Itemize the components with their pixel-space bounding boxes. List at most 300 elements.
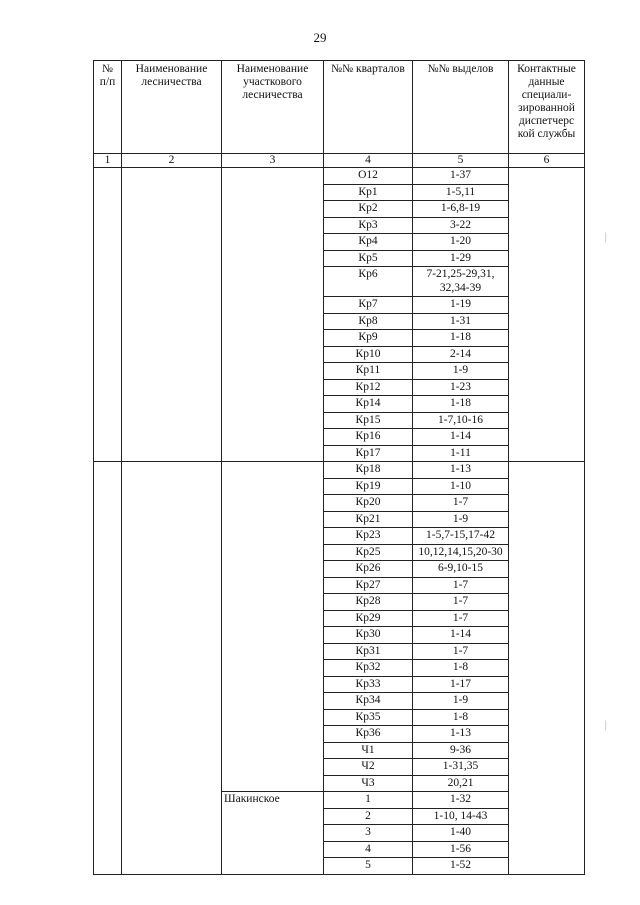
cell-forestry	[122, 217, 222, 234]
cell-contacts	[509, 676, 585, 693]
cell-index	[94, 709, 122, 726]
cell-index	[94, 544, 122, 561]
cell-vydel: 1-56	[413, 841, 509, 858]
table-row	[94, 775, 585, 792]
cell-kvartal: Кр11	[324, 363, 413, 380]
cell-index	[94, 363, 122, 380]
cell-district-forestry	[222, 841, 324, 858]
table-row	[94, 379, 585, 396]
cell-kvartal: Кр32	[324, 660, 413, 677]
cell-district-forestry	[222, 201, 324, 218]
cell-forestry	[122, 511, 222, 528]
cell-vydel: 1-18	[413, 330, 509, 347]
cell-district-forestry	[222, 808, 324, 825]
cell-contacts	[509, 693, 585, 710]
cell-kvartal: Кр12	[324, 379, 413, 396]
cell-index	[94, 429, 122, 446]
cell-contacts	[509, 462, 585, 479]
header-index: № п/п	[94, 61, 122, 154]
cell-index	[94, 627, 122, 644]
cell-contacts	[509, 759, 585, 776]
cell-vydel: 1-5,11	[413, 184, 509, 201]
cell-district-forestry	[222, 544, 324, 561]
cell-forestry	[122, 742, 222, 759]
table-row	[94, 363, 585, 380]
cell-contacts	[509, 775, 585, 792]
cell-district-forestry	[222, 825, 324, 842]
table-row	[94, 313, 585, 330]
table-row	[94, 396, 585, 413]
table-row	[94, 792, 585, 809]
cell-vydel: 1-14	[413, 627, 509, 644]
header-district-forestry: Наименование участкового лесничества	[222, 61, 324, 154]
table-row	[94, 250, 585, 267]
cell-kvartal: Кр25	[324, 544, 413, 561]
cell-contacts	[509, 709, 585, 726]
cell-vydel: 1-37	[413, 168, 509, 185]
cell-district-forestry	[222, 363, 324, 380]
cell-district-forestry	[222, 528, 324, 545]
cell-kvartal: 4	[324, 841, 413, 858]
table-row	[94, 297, 585, 314]
table-row	[94, 346, 585, 363]
cell-district-forestry	[222, 429, 324, 446]
cell-vydel: 1-17	[413, 676, 509, 693]
table-row	[94, 759, 585, 776]
cell-district-forestry	[222, 643, 324, 660]
table-row	[94, 429, 585, 446]
cell-vydel: 1-7	[413, 577, 509, 594]
cell-vydel: 1-20	[413, 234, 509, 251]
cell-contacts	[509, 201, 585, 218]
cell-vydel: 2-14	[413, 346, 509, 363]
cell-index	[94, 201, 122, 218]
cell-vydel: 1-32	[413, 792, 509, 809]
cell-forestry	[122, 808, 222, 825]
cell-forestry	[122, 643, 222, 660]
column-number: 5	[413, 154, 509, 168]
cell-forestry	[122, 841, 222, 858]
cell-index	[94, 412, 122, 429]
table-row	[94, 577, 585, 594]
header-vydel: №№ выделов	[413, 61, 509, 154]
cell-forestry	[122, 313, 222, 330]
cell-district-forestry	[222, 297, 324, 314]
cell-contacts	[509, 330, 585, 347]
table-row	[94, 643, 585, 660]
cell-index	[94, 217, 122, 234]
cell-forestry	[122, 693, 222, 710]
cell-kvartal: Ч1	[324, 742, 413, 759]
cell-contacts	[509, 726, 585, 743]
cell-vydel: 1-14	[413, 429, 509, 446]
header-forestry: Наименование лесничества	[122, 61, 222, 154]
column-number: 1	[94, 154, 122, 168]
cell-index	[94, 445, 122, 462]
cell-index	[94, 742, 122, 759]
table-row	[94, 709, 585, 726]
header-contacts: Контактные данные специали-зированной диспетчерс кой службы	[509, 61, 585, 154]
cell-index	[94, 379, 122, 396]
cell-forestry	[122, 561, 222, 578]
cell-contacts	[509, 396, 585, 413]
cell-district-forestry	[222, 627, 324, 644]
cell-vydel: 1-18	[413, 396, 509, 413]
cell-district-forestry	[222, 610, 324, 627]
table-row	[94, 184, 585, 201]
cell-forestry	[122, 297, 222, 314]
cell-forestry	[122, 660, 222, 677]
table-row	[94, 808, 585, 825]
cell-district-forestry	[222, 775, 324, 792]
cell-district-forestry	[222, 445, 324, 462]
cell-district-forestry	[222, 330, 324, 347]
cell-index	[94, 478, 122, 495]
cell-index	[94, 511, 122, 528]
scan-artifact: |	[604, 232, 608, 243]
cell-district-forestry	[222, 313, 324, 330]
cell-kvartal: Кр16	[324, 429, 413, 446]
cell-forestry	[122, 412, 222, 429]
cell-index	[94, 184, 122, 201]
page-number: 29	[313, 30, 327, 45]
cell-contacts	[509, 217, 585, 234]
cell-kvartal: Кр33	[324, 676, 413, 693]
cell-kvartal: 5	[324, 858, 413, 875]
cell-kvartal: Ч2	[324, 759, 413, 776]
cell-vydel: 1-10	[413, 478, 509, 495]
cell-district-forestry: Шакинское	[222, 792, 324, 809]
cell-district-forestry	[222, 594, 324, 611]
table-row	[94, 511, 585, 528]
table-row	[94, 825, 585, 842]
cell-district-forestry	[222, 759, 324, 776]
cell-district-forestry	[222, 660, 324, 677]
table-row	[94, 544, 585, 561]
cell-index	[94, 297, 122, 314]
cell-contacts	[509, 313, 585, 330]
cell-vydel: 20,21	[413, 775, 509, 792]
cell-district-forestry	[222, 709, 324, 726]
cell-kvartal: Кр10	[324, 346, 413, 363]
cell-kvartal: Кр15	[324, 412, 413, 429]
cell-forestry	[122, 495, 222, 512]
cell-forestry	[122, 544, 222, 561]
cell-index	[94, 462, 122, 479]
cell-kvartal: О12	[324, 168, 413, 185]
cell-district-forestry	[222, 742, 324, 759]
table-row	[94, 462, 585, 479]
cell-forestry	[122, 250, 222, 267]
cell-index	[94, 825, 122, 842]
cell-district-forestry	[222, 168, 324, 185]
table-row	[94, 445, 585, 462]
table-row	[94, 660, 585, 677]
cell-kvartal: Кр20	[324, 495, 413, 512]
cell-vydel: 1-9	[413, 511, 509, 528]
cell-contacts	[509, 412, 585, 429]
cell-district-forestry	[222, 676, 324, 693]
cell-district-forestry	[222, 561, 324, 578]
cell-vydel: 6-9,10-15	[413, 561, 509, 578]
cell-kvartal: Кр4	[324, 234, 413, 251]
column-number: 2	[122, 154, 222, 168]
cell-forestry	[122, 234, 222, 251]
cell-forestry	[122, 759, 222, 776]
table-header-row	[94, 61, 585, 154]
cell-vydel: 1-8	[413, 709, 509, 726]
cell-district-forestry	[222, 184, 324, 201]
cell-index	[94, 234, 122, 251]
cell-vydel: 1-40	[413, 825, 509, 842]
column-number: 3	[222, 154, 324, 168]
cell-index	[94, 561, 122, 578]
cell-contacts	[509, 445, 585, 462]
cell-contacts	[509, 184, 585, 201]
cell-vydel: 1-19	[413, 297, 509, 314]
cell-district-forestry	[222, 217, 324, 234]
cell-index	[94, 396, 122, 413]
table-row	[94, 478, 585, 495]
cell-kvartal: Кр35	[324, 709, 413, 726]
cell-district-forestry	[222, 346, 324, 363]
cell-forestry	[122, 825, 222, 842]
cell-forestry	[122, 267, 222, 297]
cell-district-forestry	[222, 693, 324, 710]
cell-contacts	[509, 250, 585, 267]
table-row	[94, 627, 585, 644]
column-number-row	[94, 154, 585, 168]
cell-forestry	[122, 775, 222, 792]
cell-contacts	[509, 363, 585, 380]
cell-kvartal: 1	[324, 792, 413, 809]
table-row	[94, 234, 585, 251]
cell-vydel: 1-7	[413, 643, 509, 660]
cell-vydel: 1-9	[413, 363, 509, 380]
cell-index	[94, 808, 122, 825]
cell-kvartal: Кр14	[324, 396, 413, 413]
cell-district-forestry	[222, 478, 324, 495]
cell-index	[94, 841, 122, 858]
cell-kvartal: Кр2	[324, 201, 413, 218]
cell-forestry	[122, 429, 222, 446]
table-row	[94, 495, 585, 512]
cell-kvartal: Кр28	[324, 594, 413, 611]
cell-district-forestry	[222, 267, 324, 297]
cell-kvartal: Кр19	[324, 478, 413, 495]
cell-index	[94, 346, 122, 363]
cell-vydel: 1-6,8-19	[413, 201, 509, 218]
cell-kvartal: Кр5	[324, 250, 413, 267]
cell-forestry	[122, 709, 222, 726]
cell-district-forestry	[222, 412, 324, 429]
cell-forestry	[122, 528, 222, 545]
cell-forestry	[122, 594, 222, 611]
table-row	[94, 858, 585, 875]
cell-vydel: 1-9	[413, 693, 509, 710]
cell-forestry	[122, 168, 222, 185]
cell-kvartal: Кр3	[324, 217, 413, 234]
cell-contacts	[509, 234, 585, 251]
cell-index	[94, 792, 122, 809]
cell-forestry	[122, 379, 222, 396]
cell-forestry	[122, 577, 222, 594]
cell-contacts	[509, 561, 585, 578]
cell-index	[94, 610, 122, 627]
cell-index	[94, 775, 122, 792]
cell-contacts	[509, 478, 585, 495]
table-row	[94, 330, 585, 347]
cell-vydel: 7-21,25-29,31, 32,34-39	[413, 267, 509, 297]
cell-district-forestry	[222, 577, 324, 594]
cell-contacts	[509, 627, 585, 644]
cell-forestry	[122, 346, 222, 363]
table-row	[94, 561, 585, 578]
cell-vydel: 1-7	[413, 495, 509, 512]
cell-district-forestry	[222, 726, 324, 743]
cell-forestry	[122, 396, 222, 413]
cell-kvartal: Кр30	[324, 627, 413, 644]
cell-contacts	[509, 825, 585, 842]
cell-contacts	[509, 528, 585, 545]
header-kvartal: №№ кварталов	[324, 61, 413, 154]
cell-vydel: 1-7	[413, 610, 509, 627]
table-row	[94, 168, 585, 185]
cell-contacts	[509, 346, 585, 363]
cell-forestry	[122, 184, 222, 201]
cell-index	[94, 330, 122, 347]
table-row	[94, 217, 585, 234]
cell-contacts	[509, 267, 585, 297]
cell-kvartal: Кр29	[324, 610, 413, 627]
cell-kvartal: Ч3	[324, 775, 413, 792]
cell-index	[94, 250, 122, 267]
cell-kvartal: Кр8	[324, 313, 413, 330]
cell-contacts	[509, 858, 585, 875]
cell-district-forestry	[222, 234, 324, 251]
table-row	[94, 610, 585, 627]
cell-kvartal: Кр26	[324, 561, 413, 578]
cell-vydel: 1-52	[413, 858, 509, 875]
table-row	[94, 676, 585, 693]
cell-contacts	[509, 544, 585, 561]
cell-kvartal: Кр23	[324, 528, 413, 545]
cell-index	[94, 693, 122, 710]
cell-index	[94, 643, 122, 660]
cell-kvartal: Кр9	[324, 330, 413, 347]
cell-vydel: 1-7,10-16	[413, 412, 509, 429]
cell-vydel: 1-5,7-15,17-42	[413, 528, 509, 545]
table-row	[94, 742, 585, 759]
cell-vydel: 9-36	[413, 742, 509, 759]
cell-vydel: 1-31	[413, 313, 509, 330]
cell-forestry	[122, 792, 222, 809]
cell-district-forestry	[222, 511, 324, 528]
cell-forestry	[122, 445, 222, 462]
cell-kvartal: 3	[324, 825, 413, 842]
cell-contacts	[509, 742, 585, 759]
cell-index	[94, 660, 122, 677]
cell-contacts	[509, 495, 585, 512]
cell-index	[94, 676, 122, 693]
cell-index	[94, 858, 122, 875]
cell-forestry	[122, 858, 222, 875]
table-row	[94, 528, 585, 545]
cell-contacts	[509, 808, 585, 825]
cell-index	[94, 577, 122, 594]
cell-contacts	[509, 379, 585, 396]
cell-contacts	[509, 168, 585, 185]
cell-forestry	[122, 363, 222, 380]
cell-kvartal: Кр18	[324, 462, 413, 479]
cell-index	[94, 313, 122, 330]
cell-contacts	[509, 660, 585, 677]
cell-district-forestry	[222, 379, 324, 396]
table-row	[94, 267, 585, 297]
column-number: 6	[509, 154, 585, 168]
cell-district-forestry	[222, 250, 324, 267]
cell-kvartal: Кр36	[324, 726, 413, 743]
cell-contacts	[509, 594, 585, 611]
cell-contacts	[509, 643, 585, 660]
cell-vydel: 1-23	[413, 379, 509, 396]
cell-contacts	[509, 511, 585, 528]
table-body	[94, 168, 585, 875]
cell-vydel: 1-31,35	[413, 759, 509, 776]
cell-index	[94, 726, 122, 743]
scan-artifact: |	[604, 720, 608, 731]
cell-contacts	[509, 610, 585, 627]
cell-district-forestry	[222, 858, 324, 875]
table-row	[94, 726, 585, 743]
cell-vydel: 1-10, 14-43	[413, 808, 509, 825]
cell-district-forestry	[222, 396, 324, 413]
cell-kvartal: 2	[324, 808, 413, 825]
cell-index	[94, 267, 122, 297]
cell-forestry	[122, 627, 222, 644]
cell-kvartal: Кр31	[324, 643, 413, 660]
cell-vydel: 1-8	[413, 660, 509, 677]
cell-index	[94, 495, 122, 512]
table-row	[94, 594, 585, 611]
cell-kvartal: Кр34	[324, 693, 413, 710]
cell-contacts	[509, 841, 585, 858]
cell-contacts	[509, 577, 585, 594]
cell-index	[94, 168, 122, 185]
cell-vydel: 1-13	[413, 462, 509, 479]
cell-district-forestry	[222, 462, 324, 479]
cell-forestry	[122, 462, 222, 479]
cell-forestry	[122, 330, 222, 347]
table-row	[94, 841, 585, 858]
cell-kvartal: Кр21	[324, 511, 413, 528]
table-row	[94, 693, 585, 710]
cell-contacts	[509, 429, 585, 446]
cell-vydel: 1-29	[413, 250, 509, 267]
cell-contacts	[509, 297, 585, 314]
column-number: 4	[324, 154, 413, 168]
cell-forestry	[122, 676, 222, 693]
cell-index	[94, 594, 122, 611]
cell-vydel: 1-13	[413, 726, 509, 743]
forestry-table	[93, 60, 585, 875]
cell-contacts	[509, 792, 585, 809]
table-row	[94, 412, 585, 429]
cell-district-forestry	[222, 495, 324, 512]
cell-forestry	[122, 610, 222, 627]
cell-index	[94, 759, 122, 776]
cell-vydel: 1-7	[413, 594, 509, 611]
